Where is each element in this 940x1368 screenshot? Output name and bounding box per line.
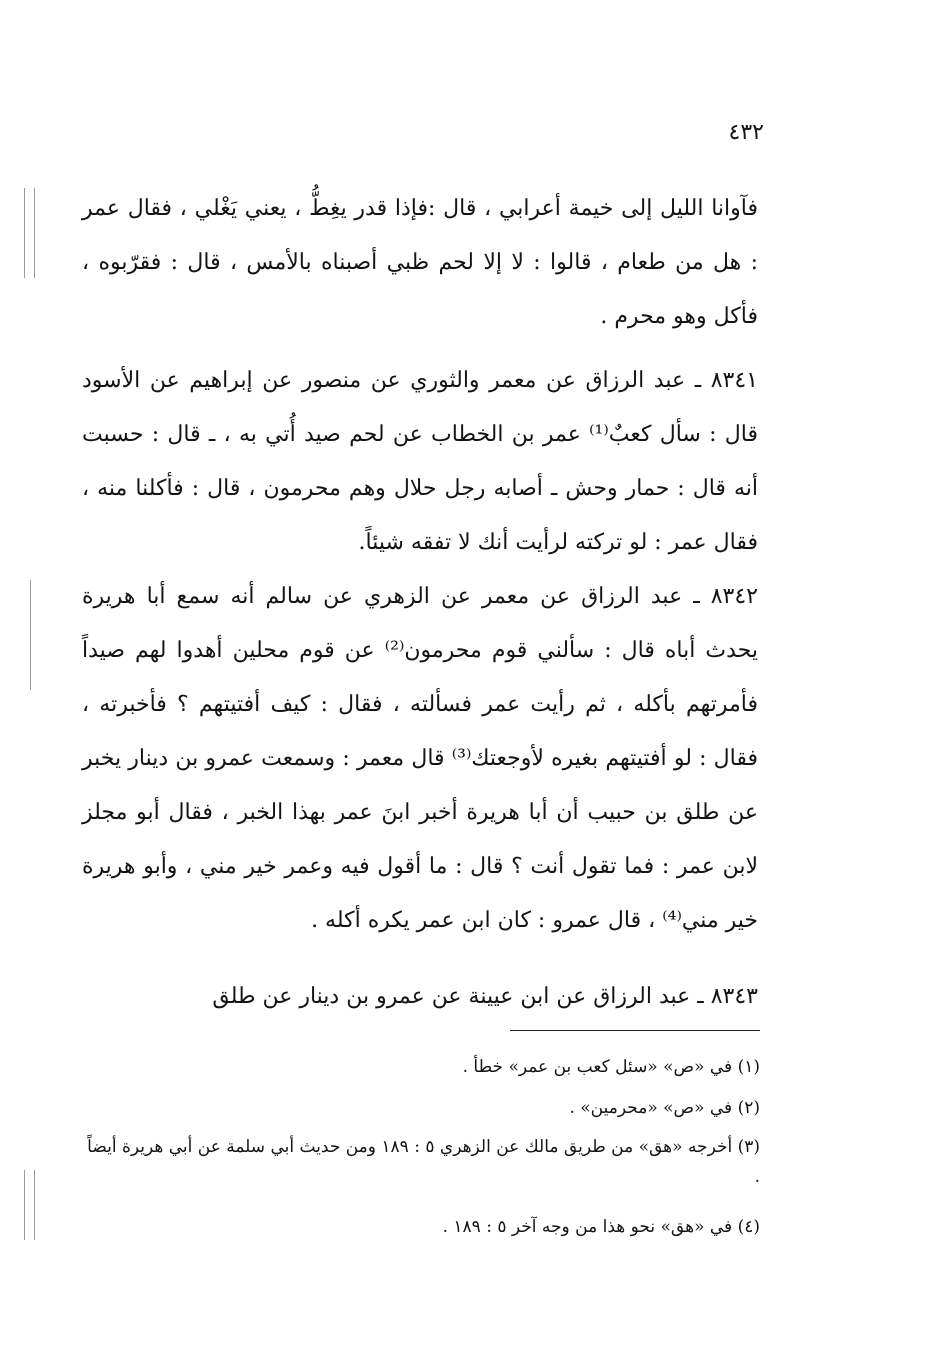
footnote-3: (٣) أخرجه «هق» من طريق مالك عن الزهري ٥ : ١٨٩ ومن حديث أبي سلمة عن أبي هريرة أيضاً . [87,1137,760,1187]
margin-line-left [30,580,31,690]
margin-line-left [34,188,35,278]
paragraph-continuation: فآوانا الليل إلى خيمة أعرابي ، قال :فإذا قدر يغِطُّ ، يعني يَغْلي ، فقال عمر : هل من طعام ، قالوا : لا إلا لحم ظبي أصبناه بالأمس ، قال : فقرّبوه ، فأكل وهو محرم . [82,196,758,329]
margin-line-left [24,188,25,278]
footnote-2: (٢) في «ص» «محرمين» . [569,1098,760,1118]
hadith-8343: ٨٣٤٣ ـ عبد الرزاق عن ابن عيينة عن عمرو بن دينار عن طلق [212,984,758,1009]
margin-line-left [34,1170,35,1240]
page-number: ٤٣٢ [728,120,764,145]
margin-line-left [24,1170,25,1240]
footnote-separator [510,1030,760,1031]
footnote-1: (١) في «ص» «سئل كعب بن عمر» خطأ . [462,1057,760,1077]
footnote-4: (٤) في «هق» نحو هذا من وجه آخر ٥ : ١٨٩ . [442,1217,760,1237]
hadith-8341: ٨٣٤١ ـ عبد الرزاق عن معمر والثوري عن منصور عن إبراهيم عن الأسود قال : سأل كعبٌ⁽¹⁾ عمر بن الخطاب عن لحم صيد أُتي به ، ـ قال : حسبت أنه قال : حمار وحش ـ أصابه رجل حلال وهم محرمون ، قال : فأكلنا منه ، فقال عمر : لو تركته لرأيت أنك لا تفقه شيئاً. [82,368,758,555]
hadith-8342: ٨٣٤٢ ـ عبد الرزاق عن معمر عن الزهري عن سالم أنه سمع أبا هريرة يحدث أباه قال : سألني قوم محرمون⁽²⁾ عن قوم محلين أهدوا لهم صيداً فأمرتهم بأكله ، ثم رأيت عمر فسألته ، فقال : كيف أفتيتهم ؟ فأخبرته ، فقال : لو أفتيتهم بغيره لأوجعتك⁽³⁾ قال معمر : وسمعت عمرو بن دينار يخبر عن طلق بن حبيب أن أبا هريرة أخبر ابنَ عمر بهذا الخبر ، فقال أبو مجلز لابن عمر : فما تقول أنت ؟ قال : ما أقول فيه وعمر خير مني ، وأبو هريرة خير مني⁽⁴⁾ ، قال عمرو : كان ابن عمر يكره أكله . [82,584,758,933]
